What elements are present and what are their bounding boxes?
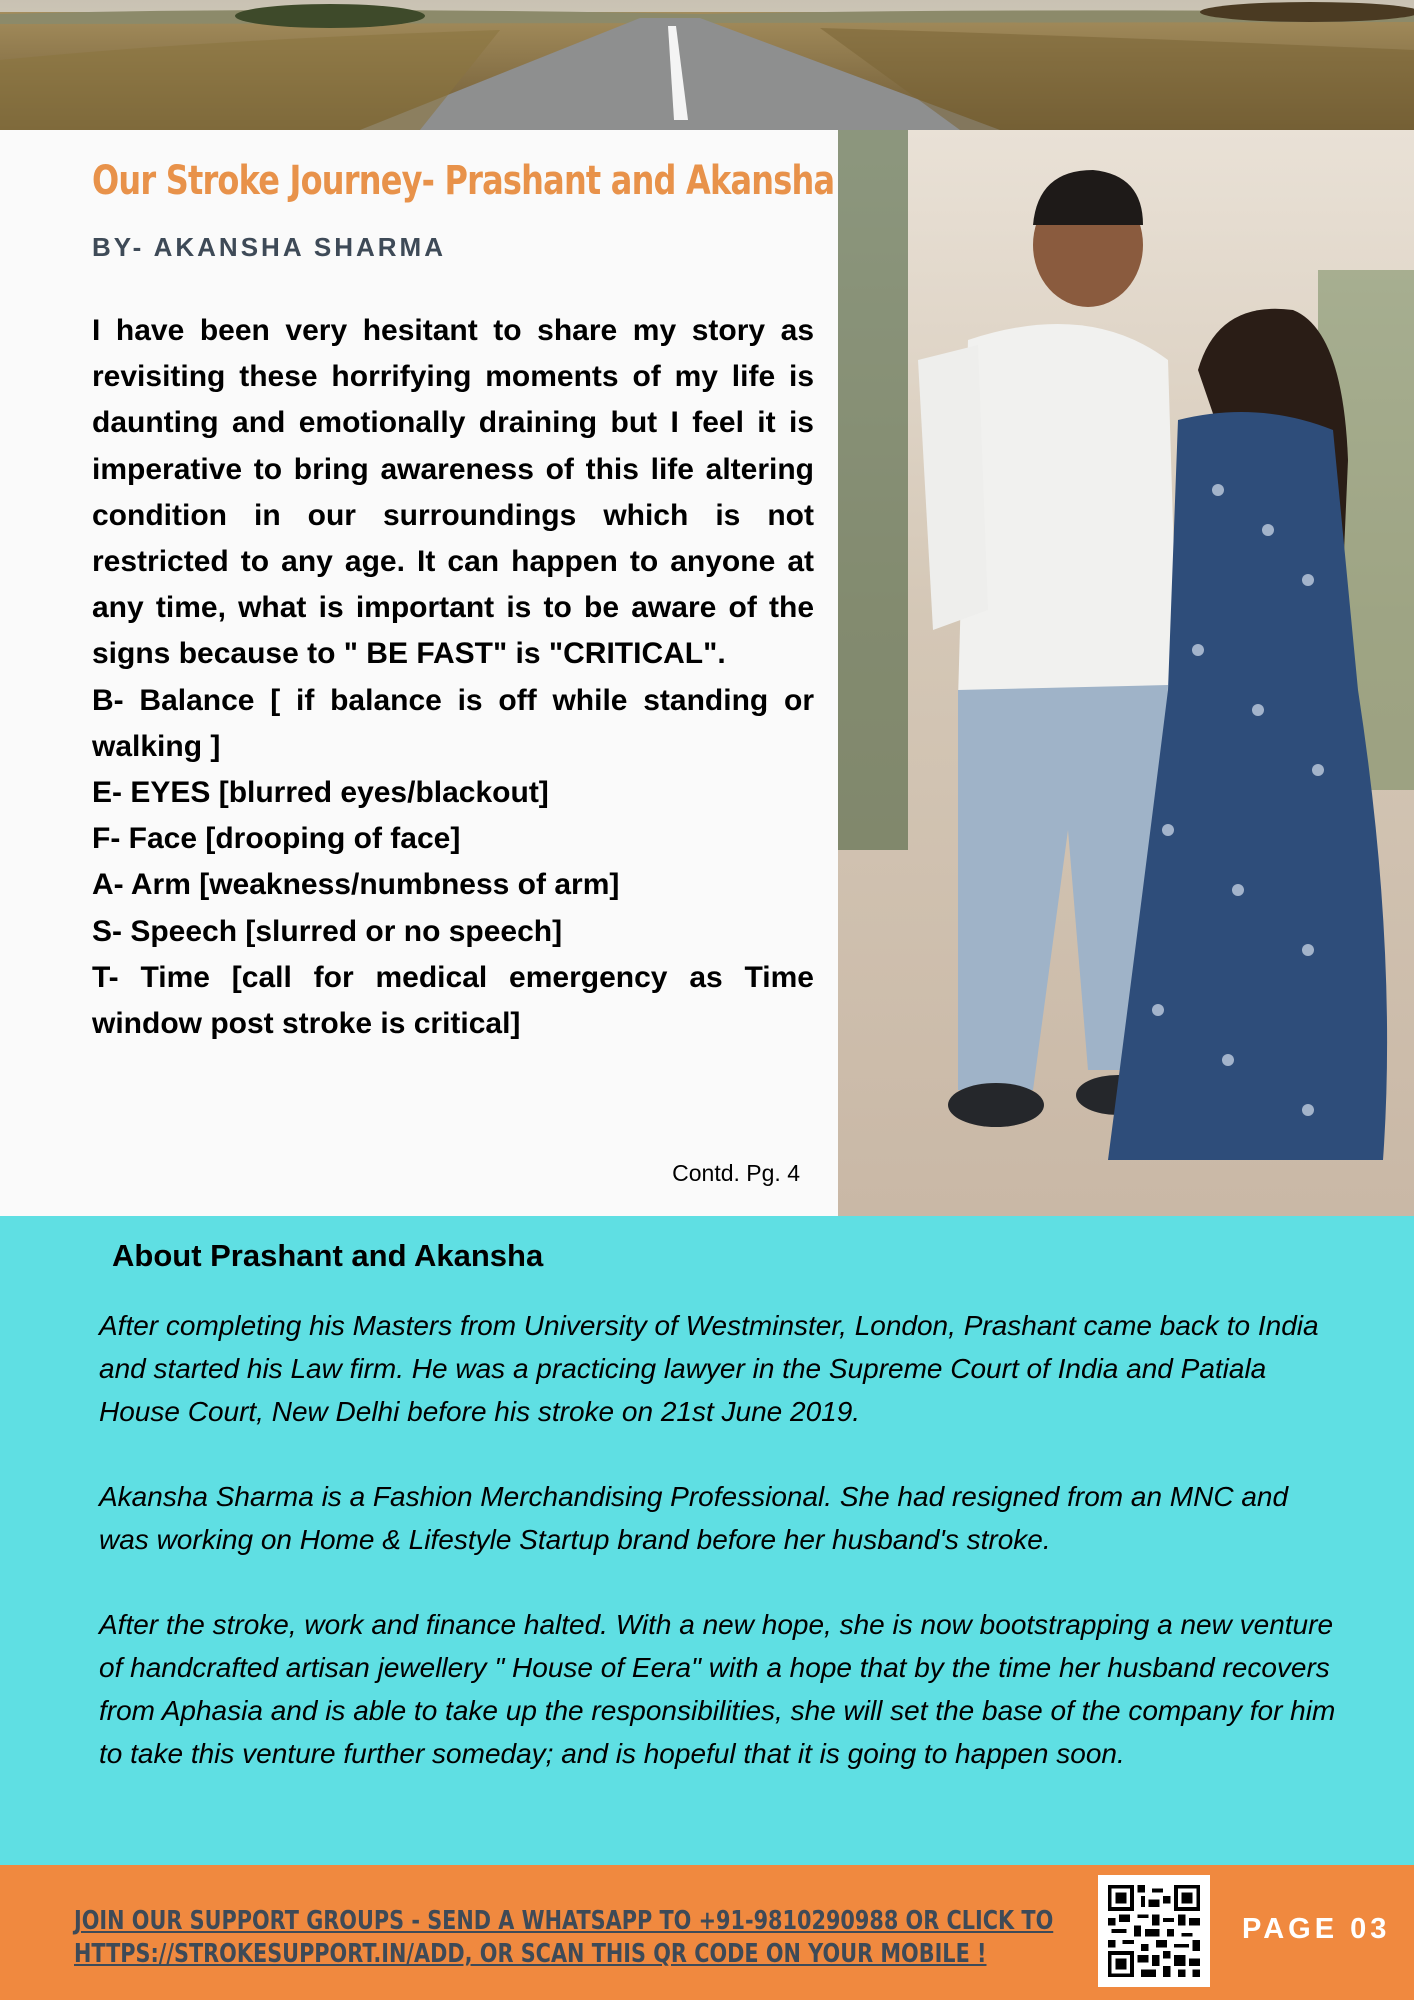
intro-paragraph: I have been very hesitant to share my story as revisiting these horrifying moments of my life is daunting and emotionally draining but I feel it is imperative to bring awareness of this life altering condition in our surroundings which is not restricted to any age. It can happen to anyone at any time, what is important is to be aware of the signs because to " BE FAST" is "CRITICAL".: [92, 314, 814, 671]
header-banner-image: [0, 0, 1414, 130]
about-paragraph: Akansha Sharma is a Fashion Merchandising Professional. She had resigned from an MNC and was working on Home & Lifestyle Startup brand before her husband's stroke.: [99, 1481, 1289, 1555]
be-fast-item-b: B- Balance [ if balance is off while standing or walking ]: [92, 683, 814, 763]
article-title: Our Stroke Journey- Prashant and Akansha: [92, 158, 835, 204]
cta-line-2[interactable]: HTTPS://STROKESUPPORT.IN/ADD, OR SCAN THIS QR CODE ON YOUR MOBILE !: [74, 1939, 987, 1969]
about-section: [0, 1216, 1414, 1865]
about-heading: About Prashant and Akansha: [112, 1238, 544, 1273]
be-fast-item-s: S- Speech [slurred or no speech]: [92, 914, 563, 948]
continued-note: Contd. Pg. 4: [672, 1160, 800, 1186]
about-paragraph: After completing his Masters from University of Westminster, London, Prashant came back to India and started his Law firm. He was a practicing lawyer in the Supreme Court of India and Patiala House Court, New Delhi before his stroke on 21st June 2019.: [99, 1310, 1319, 1427]
support-group-link[interactable]: [74, 1905, 1053, 1971]
be-fast-item-t: T- Time [call for medical emergency as Time window post stroke is critical]: [92, 960, 814, 1041]
footer-bar: [0, 1865, 1414, 2000]
article-byline: BY- AKANSHA SHARMA: [92, 232, 446, 262]
be-fast-item-f: F- Face [drooping of face]: [92, 822, 461, 856]
qr-code-icon[interactable]: [1098, 1875, 1210, 1987]
about-paragraph: After the stroke, work and finance halted. With a new hope, she is now bootstrapping a new venture of handcrafted artisan jewellery " House of Eera" with a hope that by the time her husband recovers from Aphasia and is able to take up the responsibilities, she will set the base of the company for him to take this venture further someday; and is hopeful that it is going to happen soon.: [99, 1609, 1336, 1769]
couple-photo: [838, 130, 1414, 1216]
article-body: [92, 308, 814, 1047]
be-fast-item-a: A- Arm [weakness/numbness of arm]: [92, 868, 620, 902]
cta-line-1[interactable]: JOIN OUR SUPPORT GROUPS - SEND A WHATSAPP TO +91-9810290988 OR CLICK TO: [74, 1906, 1054, 1936]
page-number: PAGE 03: [1242, 1913, 1391, 1945]
about-body: [99, 1304, 1339, 1817]
article-column: [0, 130, 838, 1216]
be-fast-item-e: E- EYES [blurred eyes/blackout]: [92, 776, 549, 810]
